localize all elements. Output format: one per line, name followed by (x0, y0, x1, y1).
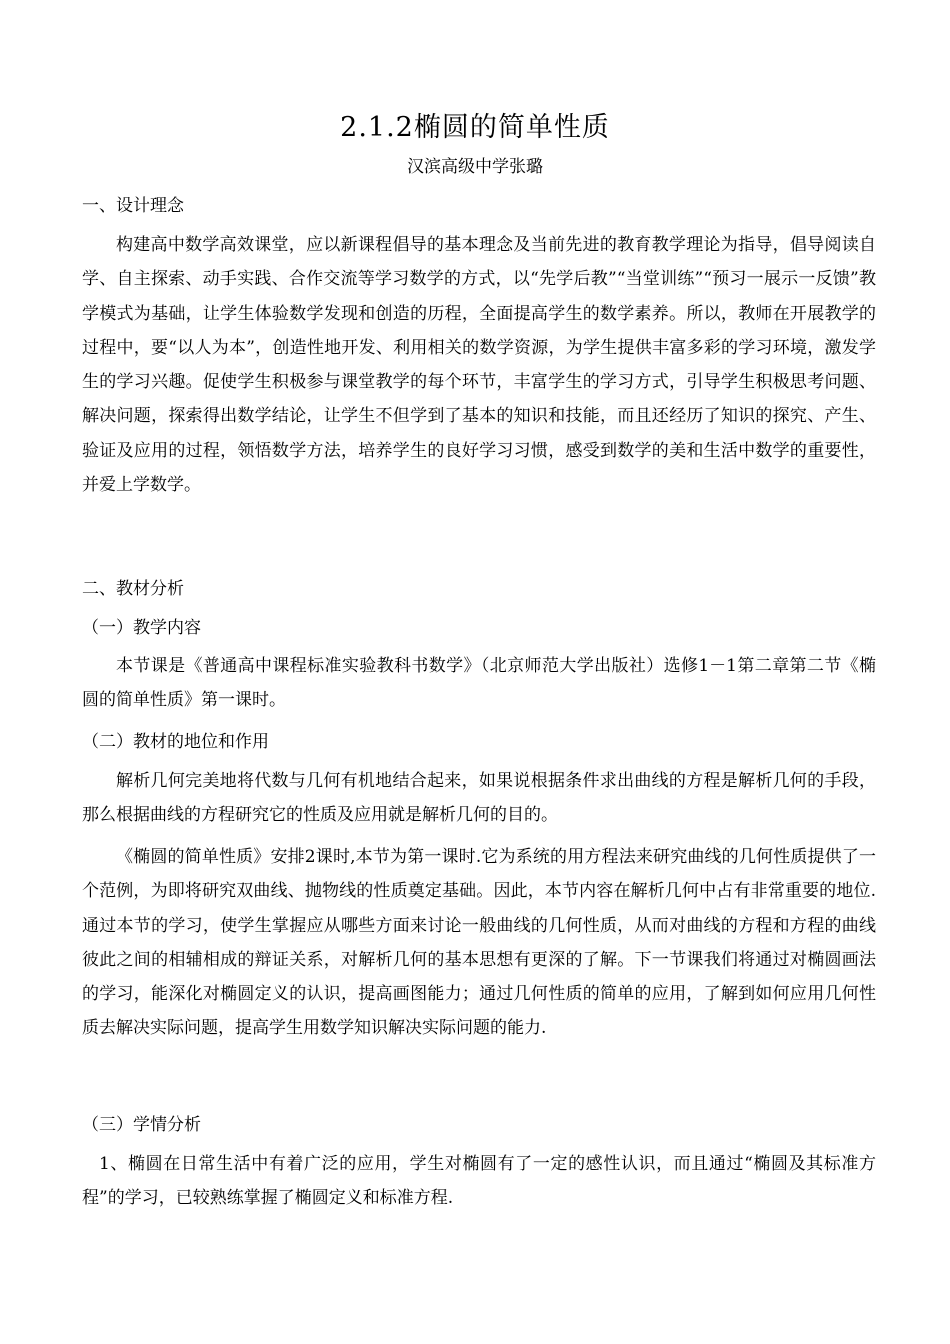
document-title: 2.1.2椭圆的简单性质 (340, 112, 610, 143)
paragraph-learner-analysis: 1、椭圆在日常生活中有着广泛的应用，学生对椭圆有了一定的感性认识，而且通过“椭圆及其标准方程”的学习，已较熟练掌握了椭圆定义和标准方程. (82, 1154, 876, 1209)
paragraph-status-role-2: 《椭圆的简单性质》安排2课时,本节为第一课时.它为系统的用方程法来研究曲线的几何性质提供了一个范例，为即将研究双曲线、抛物线的性质奠定基础。因此，本节内容在解析几何中占有非常重要的地位.通过本节的学习，使学生掌握应从哪些方面来讨论一般曲线的几何性质，从而对曲线的方程和方程的曲线彼此之间的相辅相成的辩证关系，对解析几何的基本思想有更深的了解。下一节课我们将通过对椭圆画法的学习，能深化对椭圆定义的认识，提高画图能力；通过几何性质的简单的应用，了解到如何应用几何性质去解决实际问题，提高学生用数学知识解决实际问题的能力. (82, 847, 876, 1039)
section-heading-design-concept: 一、设计理念 (82, 196, 184, 216)
subsection-heading-status-and-role: （二）教材的地位和作用 (82, 732, 269, 752)
paragraph-teaching-content: 本节课是《普通高中课程标准实验教科书数学》（北京师范大学出版社）选修1－1第二章第二节《椭圆的简单性质》第一课时。 (82, 656, 876, 711)
document-author: 汉滨高级中学张璐 (407, 157, 543, 177)
subsection-heading-teaching-content: （一）教学内容 (82, 618, 201, 638)
paragraph-design-concept: 构建高中数学高效课堂，应以新课程倡导的基本理念及当前先进的教育教学理论为指导，倡导阅读自学、自主探索、动手实践、合作交流等学习数学的方式，以“先学后教”“当堂训练”“预习一展示一反馈”教学模式为基础，让学生体验数学发现和创造的历程，全面提高学生的数学素养。所以，教师在开展教学的过程中，要“以人为本”，创造性地开发、利用相关的数学资源，为学生提供丰富多彩的学习环境，激发学生的学习兴趣。促使学生积极参与课堂教学的每个环节，丰富学生的学习方式，引导学生积极思考问题、解决问题，探索得出数学结论，让学生不但学到了基本的知识和技能，而且还经历了知识的探究、产生、验证及应用的过程，领悟数学方法，培养学生的良好学习习惯，感受到数学的美和生活中数学的重要性，并爱上学数学。 (82, 235, 876, 496)
subsection-heading-learner-analysis: （三）学情分析 (82, 1115, 201, 1135)
section-heading-textbook-analysis: 二、教材分析 (82, 579, 184, 599)
paragraph-status-role-1: 解析几何完美地将代数与几何有机地结合起来，如果说根据条件求出曲线的方程是解析几何的手段，那么根据曲线的方程研究它的性质及应用就是解析几何的目的。 (82, 771, 876, 826)
